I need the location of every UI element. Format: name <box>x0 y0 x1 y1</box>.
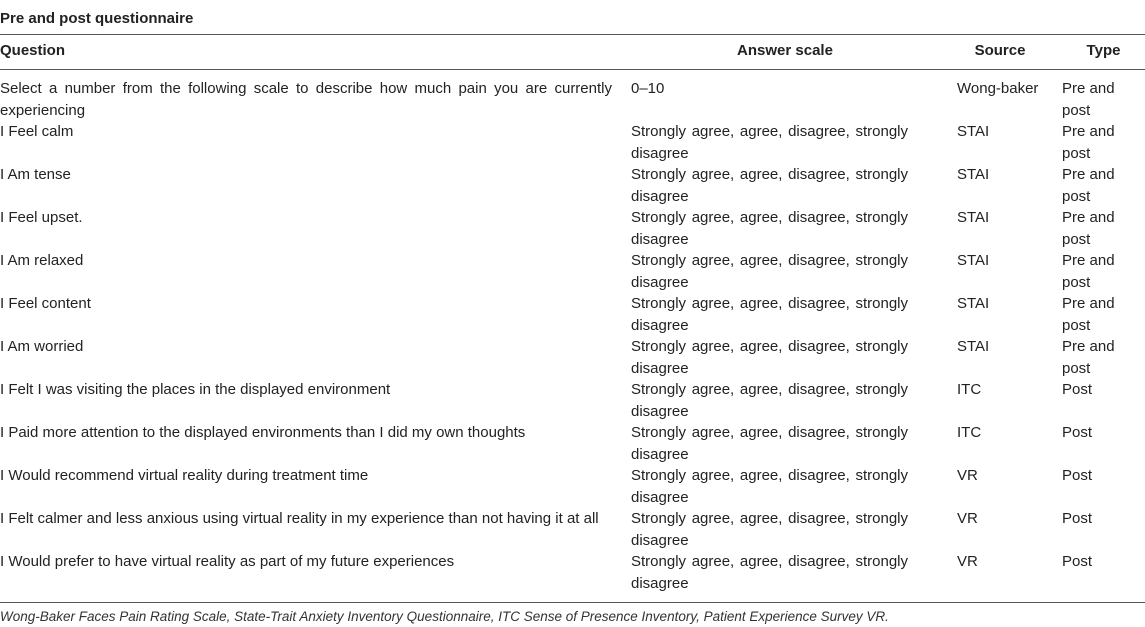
table-title: Pre and post questionnaire <box>0 10 194 27</box>
column-header-question: Question <box>0 42 66 59</box>
column-header-type: Type <box>1086 42 1121 59</box>
cell-answer-scale: Strongly agree, agree, disagree, strongly disagree <box>631 553 908 592</box>
cell-answer-scale: Strongly agree, agree, disagree, strongly disagree <box>631 166 908 205</box>
cell-source: STAI <box>957 123 990 140</box>
cell-question: I Am relaxed <box>0 252 84 269</box>
cell-answer-scale: Strongly agree, agree, disagree, strongly disagree <box>631 467 908 506</box>
cell-question: I Felt I was visiting the places in the displayed environment <box>0 381 391 398</box>
column-header-source: Source <box>974 42 1026 59</box>
table-row <box>0 422 1145 465</box>
table-row <box>0 250 1145 293</box>
table-row <box>0 207 1145 250</box>
table-row <box>0 78 1145 121</box>
table-row <box>0 465 1145 508</box>
cell-question: I Am tense <box>0 166 71 183</box>
cell-source: VR <box>957 467 978 484</box>
cell-type: Pre and post <box>1062 252 1115 291</box>
cell-type: Pre and post <box>1062 338 1115 377</box>
cell-source: VR <box>957 553 978 570</box>
table-row <box>0 551 1145 594</box>
cell-source: VR <box>957 510 978 527</box>
table-header <box>0 41 1145 61</box>
cell-type: Post <box>1062 381 1093 398</box>
cell-answer-scale: 0–10 <box>631 80 665 97</box>
cell-type: Pre and post <box>1062 209 1115 248</box>
table-row <box>0 293 1145 336</box>
cell-answer-scale: Strongly agree, agree, disagree, strongly disagree <box>631 510 908 549</box>
cell-source: STAI <box>957 338 990 355</box>
cell-question: I Would recommend virtual reality during treatment time <box>0 467 369 484</box>
table-row <box>0 164 1145 207</box>
cell-source: ITC <box>957 381 982 398</box>
table-row <box>0 508 1145 551</box>
cell-answer-scale: Strongly agree, agree, disagree, strongly disagree <box>631 123 908 162</box>
cell-type: Pre and post <box>1062 123 1115 162</box>
cell-source: STAI <box>957 209 990 226</box>
cell-type: Pre and post <box>1062 166 1115 205</box>
header-rule <box>0 69 1145 70</box>
cell-source: STAI <box>957 295 990 312</box>
cell-question: I Paid more attention to the displayed environments than I did my own thoughts <box>0 424 526 441</box>
cell-question: I Feel calm <box>0 123 74 140</box>
table-footnote: Wong-Baker Faces Pain Rating Scale, State-Trait Anxiety Inventory Questionnaire, ITC Sense of Presence Inventory, Patient Experience Survey VR. <box>0 609 889 624</box>
cell-type: Pre and post <box>1062 80 1115 119</box>
bottom-rule <box>0 602 1145 603</box>
cell-type: Post <box>1062 510 1093 527</box>
cell-question: I Felt calmer and less anxious using virtual reality in my experience than not having it at all <box>0 510 599 527</box>
cell-answer-scale: Strongly agree, agree, disagree, strongly disagree <box>631 424 908 463</box>
cell-question: I Feel upset. <box>0 209 83 226</box>
cell-type: Pre and post <box>1062 295 1115 334</box>
cell-question: I Would prefer to have virtual reality as part of my future experiences <box>0 553 455 570</box>
cell-source: ITC <box>957 424 982 441</box>
cell-source: Wong-baker <box>957 80 1039 97</box>
table-body <box>0 78 1145 594</box>
table-row <box>0 336 1145 379</box>
top-rule <box>0 34 1145 35</box>
cell-type: Post <box>1062 553 1093 570</box>
cell-question: Select a number from the following scale to describe how much pain you are currently experiencing <box>0 80 612 119</box>
cell-type: Post <box>1062 424 1093 441</box>
cell-source: STAI <box>957 166 990 183</box>
cell-type: Post <box>1062 467 1093 484</box>
cell-answer-scale: Strongly agree, agree, disagree, strongly disagree <box>631 381 908 420</box>
column-header-answer-scale: Answer scale <box>737 42 833 59</box>
cell-answer-scale: Strongly agree, agree, disagree, strongly disagree <box>631 209 908 248</box>
cell-answer-scale: Strongly agree, agree, disagree, strongly disagree <box>631 295 908 334</box>
table-row <box>0 379 1145 422</box>
cell-source: STAI <box>957 252 990 269</box>
cell-question: I Feel content <box>0 295 91 312</box>
cell-question: I Am worried <box>0 338 84 355</box>
cell-answer-scale: Strongly agree, agree, disagree, strongly disagree <box>631 252 908 291</box>
cell-answer-scale: Strongly agree, agree, disagree, strongly disagree <box>631 338 908 377</box>
table-row <box>0 121 1145 164</box>
